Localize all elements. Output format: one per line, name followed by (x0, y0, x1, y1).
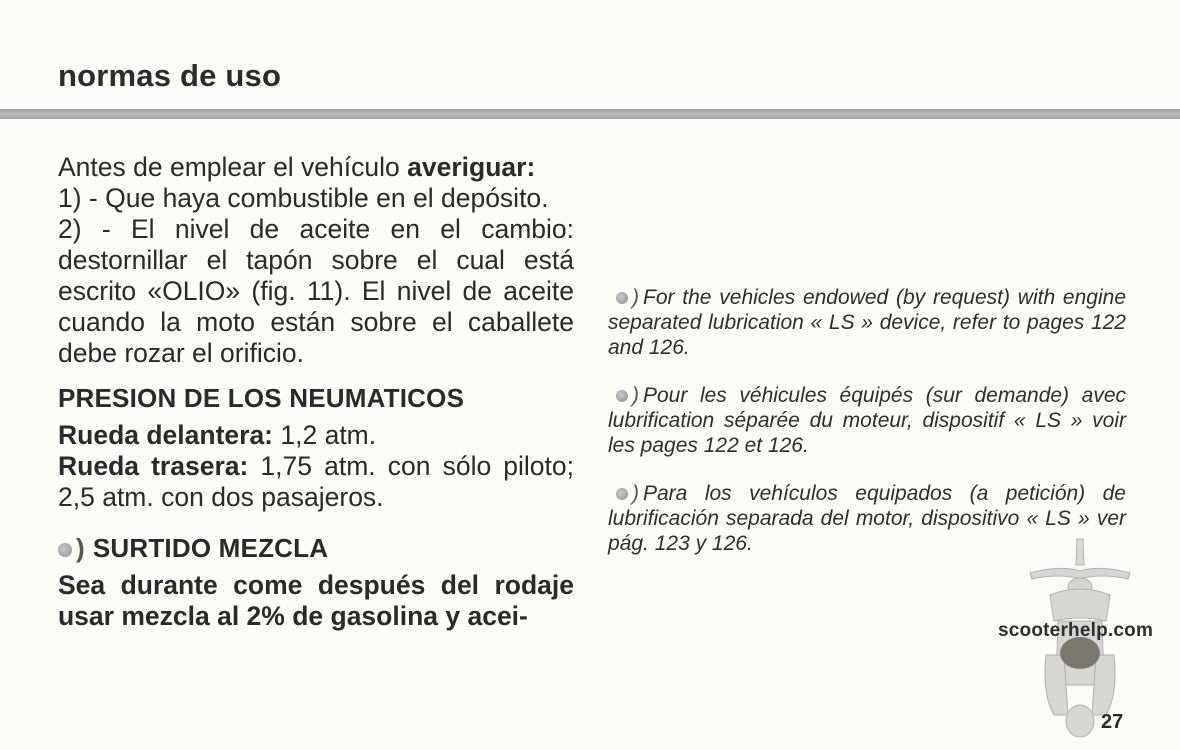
front-tire-line (58, 420, 574, 451)
note-french (608, 383, 1126, 458)
front-tire-label: Rueda delantera: (58, 420, 274, 450)
header-divider (0, 109, 1180, 119)
note-bracket: ) (632, 286, 639, 309)
item-fuel: 1) - Que haya combustible en el depósito. (58, 183, 549, 213)
item-oil: 2) - El nivel de aceite en el cambio: destornillar el tapón sobre el cual está escrito «OLIO» (fig. 11). El nivel de aceite cuando la moto están sobre el caballete debe rozar el orificio. (58, 214, 574, 368)
intro-paragraph (58, 152, 574, 183)
intro-bold: averiguar: (407, 152, 536, 182)
intro-text: Antes de emplear el vehículo (58, 152, 408, 182)
rear-tire-label: Rueda trasera: (58, 451, 249, 481)
note-text: Para los vehículos equipados (a petición) de lubrificación separada del motor, dispositivo « LS » ver pág. 123 y 126. (608, 482, 1126, 555)
front-tire-value: 1,2 atm. (273, 420, 377, 450)
rear-tire-line (58, 451, 574, 513)
bullet-icon (58, 543, 72, 557)
note-bracket: ) (632, 384, 639, 407)
tire-pressure-heading: PRESION DE LOS NEUMATICOS (58, 383, 465, 413)
bullet-icon (616, 488, 628, 500)
mix-paragraph: Sea durante come después del rodaje usar mezcla al 2% de gasolina y acei- (58, 570, 574, 631)
page-title: normas de uso (58, 58, 282, 93)
main-column (58, 152, 574, 632)
note-english (608, 285, 1126, 360)
mix-bracket: ) (76, 533, 85, 563)
mix-heading-line (58, 533, 574, 564)
note-bracket: ) (632, 482, 639, 505)
rear-tire-value: 1,75 atm. con sólo piloto; 2,5 atm. con dos pasajeros. (58, 451, 575, 512)
page-number: 27 (1101, 711, 1124, 733)
mix-heading: SURTIDO MEZCLA (92, 533, 329, 563)
watermark-text: scooterhelp.com (998, 620, 1154, 641)
bullet-icon (616, 390, 628, 402)
note-text: For the vehicles endowed (by request) with engine separated lubrication « LS » device, refer to pages 122 and 126. (608, 286, 1126, 359)
bullet-icon (616, 292, 628, 304)
note-text: Pour les véhicules équipés (sur demande) avec lubrification séparée du moteur, dispositif « LS » voir les pages 122 et 126. (608, 384, 1126, 457)
